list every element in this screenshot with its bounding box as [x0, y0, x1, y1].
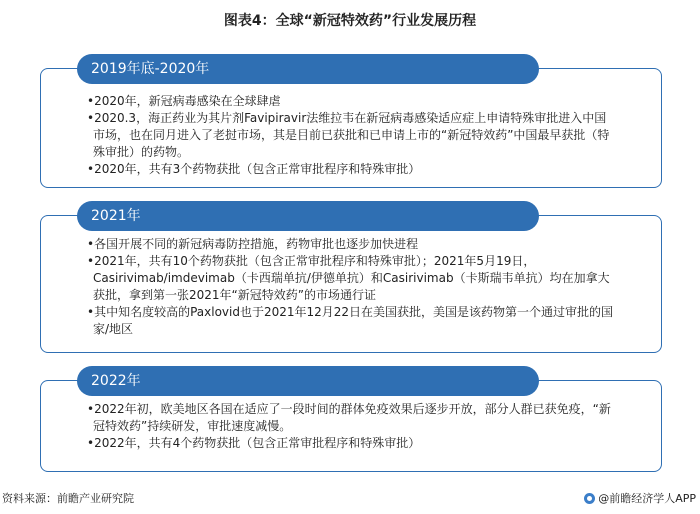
brand-label: @前瞻经济学人APP	[598, 492, 696, 505]
list-item: • 2020年，共有3个药物获批（包含正常审批程序和特殊审批）	[87, 161, 617, 178]
brand-credit	[584, 490, 696, 506]
timeline-section-2019-2020	[40, 61, 662, 188]
section-header: 2019年底-2020年	[77, 54, 539, 84]
list-item: • 各国开展不同的新冠病毒防控措施，药物审批也逐步加快进程	[87, 236, 617, 253]
figure-title: 图表4：全球“新冠特效药”行业发展历程	[223, 13, 477, 29]
list-item: • 其中知名度较高的Paxlovid也于2021年12月22日在美国获批，美国是该药物第一个通过审批的国家/地区	[87, 304, 617, 338]
list-item: • 2022年，共有4个药物获批（包含正常审批程序和特殊审批）	[87, 435, 617, 452]
section-list	[87, 236, 617, 338]
section-list	[87, 401, 617, 452]
list-item: • 2022年初，欧美地区各国在适应了一段时间的群体免疫效果后逐步开放，部分人群已获免疫，“新冠特效药”持续研发，审批速度减慢。	[87, 401, 617, 435]
source-note: 资料来源：前瞻产业研究院	[2, 492, 134, 505]
timeline-section-2021	[40, 208, 662, 353]
section-header: 2021年	[77, 201, 539, 231]
list-item: • 2020年，新冠病毒感染在全球肆虐	[87, 93, 617, 110]
section-header: 2022年	[77, 366, 539, 396]
section-list	[87, 93, 617, 178]
qianzhan-logo-icon	[584, 493, 595, 504]
timeline-section-2022	[40, 373, 662, 472]
list-item: • 2020.3，海正药业为其片剂Favipiravir法维拉韦在新冠病毒感染适应症上申请特殊审批进入中国市场，也在同月进入了老挝市场，其是目前已获批和已申请上市的“新冠特效药”中国最早获批（特殊审批）的药物。	[87, 110, 617, 161]
list-item: • 2021年，共有10个药物获批（包含正常审批程序和特殊审批）；2021年5月19日，Casirivimab/imdevimab（卡西瑞单抗/伊德单抗）和Casirivimab（卡斯瑞韦单抗）均在加拿大获批，拿到第一张2021年“新冠特效药”的市场通行证	[87, 253, 617, 304]
